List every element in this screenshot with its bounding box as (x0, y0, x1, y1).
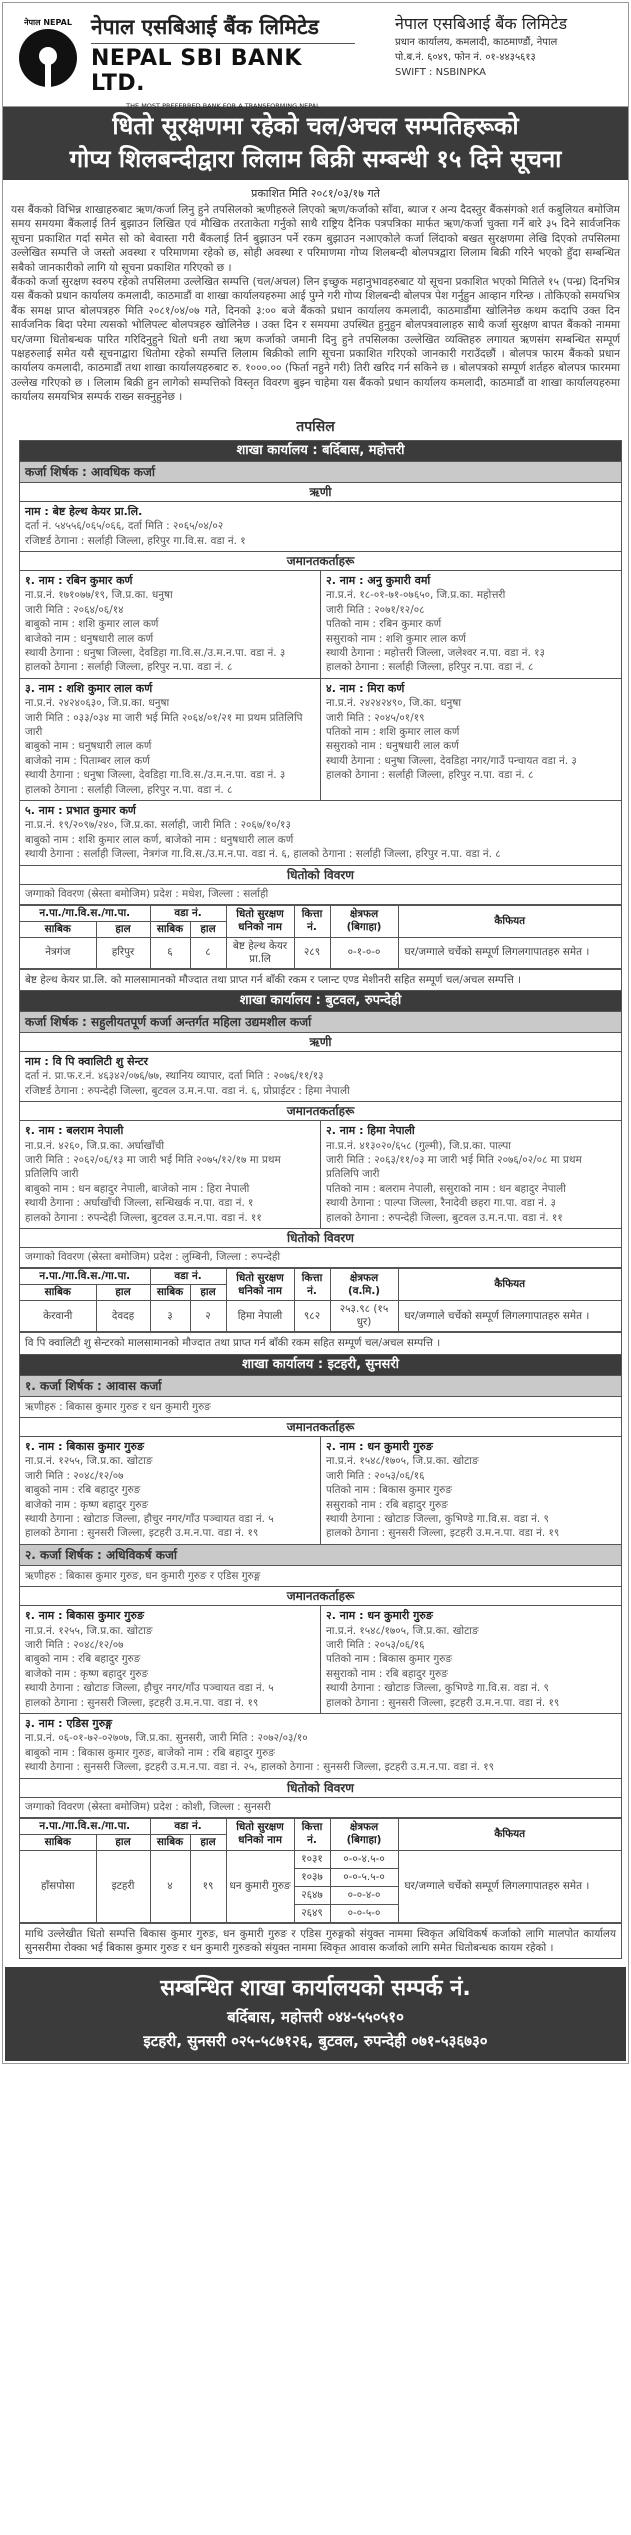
land-description: जग्गाको विवरण (स्रेस्ता बमोजिम) प्रदेश : लुम्बिनी, जिल्ला : रुपन्देही (20, 1248, 621, 1268)
bid-paragraph: बैंकको कर्जा सुरक्षण स्वरुप रहेको तपसिलमा उल्लेखित सम्पत्ति (चल/अचल) लिन इच्छुक महानुभावहरुबाट यो सूचना प्रकाशित भएको मितिले १५ (पन्ध्र) दिनभित्र यस बैंकको प्रधान कार्यालय कमलादी, काठमाडौं वा शाखा कार्यालयहरुमा आई पुग्ने गरी गोप्य शिलबन्दी बोलपत्र पेश गर्नुहुन आव्हान गरिन्छ । तोकिएको समयभित्र बैंक समक्ष प्राप्त बोलपत्रहरु मिति २०८१/०४/०७ गते, दिनको ३:०० बजे बैंकको प्रधान कार्यालय कमलादी, काठमाडौंमा खोलिनेछ कथम कदापि उक्त दिन सार्वजनिक बिदा परेमा त्यसको भोलिपल्ट बोलपत्रहरु खोलिनेछ । उक्त दिन र समयमा उपस्थित हुनुहुन बोलपत्रवालाहरु साथै कर्जा सुरक्षण बापत बैंकको नाममा घर/जग्गा धितोबन्धक पारित गरिदिनुहुने धितो धनी तथा ऋण कर्जाको जमानी दिनु हुने तपसिलका उल्लेखित व्यक्तिहरु लगायत ऋणसंग सम्बन्धित सम्पूर्ण पक्षहरुलाई समेत यसै सूचनाद्वारा धितोमा रहेको सम्पत्ति लिलाम बिक्रीको लागि सूचना प्रकाशित गरिएको जानकारी गराउँदछौं । बोलपत्र फारम बैंकको प्रधान कार्यालय कमलादी, काठमाडौं तथा शाखा कार्यालयहरुबाट रु. १०००.०० (फिर्ता नहुने गरी) तिरी खरिद गर्न सकिने छ । बोलपत्रको सम्पूर्ण शर्तहरु बोलपत्र फारममा उल्लेख गरिएको छ । लिलाम बिक्री हुन लागेको सम्पत्तिको विस्तृत विवरण बुझ्न चाहेमा यस बैंकको प्रधान कार्यालय कमलादी, काठमाडौं वा शाखा कार्यालयहरुमा कार्यालय समयभित्र सम्पर्क राख्न सक्नुहुनेछ । (11, 276, 620, 404)
header-area: क्षेत्रफल (बिगाहा) (330, 905, 398, 937)
borrowers-line: ऋणीहरु : बिकास कुमार गुरुङ, धन कुमारी गुरुङ र एडिस गुरुङ्ग (20, 1566, 621, 1587)
guarantor-detail: स्थायी ठेगाना : खोटाङ जिल्ला, हौचुर नगर/गाँउ पञ्चायत वडा नं. ५ (25, 1512, 274, 1525)
current-ward: २ (190, 1301, 226, 1332)
guarantor-detail: ना.प्र.नं. १८-०१-७१-०७६५०, जि.प्र.का. महोत्तरी (326, 589, 506, 602)
guarantor-row (20, 679, 621, 801)
guarantor-detail: ना.प्र.नं. १५४८/१७०५, जि.प्र.का. खोटाङ (326, 1624, 479, 1637)
guarantor-detail: ना.प्र.नं. १२५५, जि.प्र.का. खोटाङ (25, 1624, 153, 1637)
guarantor-detail: ना.प्र.नं. ०६-०१-७२-०२७०७, जि.प्र.का. सुनसरी, जारी मिति : २०७२/०३/१० (25, 1732, 308, 1745)
kitta-number: १०३१ (294, 1850, 330, 1868)
current-ward: १९ (190, 1850, 226, 1922)
guarantor-detail: जारी मिति : २०६३/११/०३ मा जारी भई मिति २०७६/०२/०८ मा प्रथम प्रतिलिपि जारी (326, 1154, 582, 1181)
bank-tagline: THE MOST PREFERRED BANK FOR A TRANSFORMING NEPAL (126, 102, 320, 110)
guarantor-name: ३. नाम : शशि कुमार लाल कर्ण (25, 681, 153, 695)
guarantors-heading: जमानतकर्ताहरू (20, 552, 621, 571)
header-current-mun: हाल (96, 1285, 150, 1301)
remark: घर/जग्गाले चर्चेको सम्पूर्ण लिगलगापातहरु समेत । (398, 1850, 621, 1922)
header-current-ward: हाल (190, 1834, 226, 1850)
borrower-block (20, 502, 621, 552)
header-former-ward: साबिक (150, 1285, 190, 1301)
guarantor-detail: जारी मिति : २०६२/०६/१३ मा जारी भई मिति २०७५/१२/१७ मा प्रथम प्रतिलिपि जारी (25, 1154, 281, 1181)
guarantor-detail: पतिको नाम : बलराम नेपाली, ससुराको नाम : धन बहादुर नेपाली (326, 1182, 566, 1195)
bank-name-nepali: नेपाल एसबिआई बैंक लिमिटेड (91, 13, 355, 44)
pobox-phone: पो.ब.नं. ६०४९, फोन नं. ०१-४४३५६१३ (395, 52, 536, 63)
header-current-ward: हाल (190, 921, 226, 937)
borrowers-line: ऋणीहरु : बिकास कुमार गुरुङ र धन कुमारी गुरुङ (20, 1397, 621, 1418)
collateral-heading: धितोको विवरण (20, 1779, 621, 1798)
header-kitta: कित्ता नं. (294, 1818, 330, 1850)
kitta-number: ९८२ (294, 1301, 330, 1332)
guarantor-card (20, 1121, 320, 1228)
header-former-ward: साबिक (150, 1834, 190, 1850)
address-bank-name: नेपाल एसबिआई बैंक लिमिटेड (395, 14, 568, 33)
former-ward: ६ (150, 937, 190, 968)
guarantor-detail: जारी मिति : २०५३/०६/१६ (326, 1638, 425, 1651)
guarantor-name: ३. नाम : एडिस गुरुङ्ग (25, 1717, 113, 1730)
collateral-row (20, 1301, 621, 1332)
guarantor-detail: बाजेको नाम : कृष्ण बहादुर गुरुङ (25, 1498, 149, 1511)
guarantor-detail: स्थायी ठेगाना : पाल्पा जिल्ला, रैनादेवी छहरा गा.पा. वडा नं. ३ (326, 1197, 556, 1210)
guarantor-card (20, 801, 621, 866)
guarantor-detail: जारी मिति : ०३३/०३४ मा जारी भई मिति २०६४/०१/२१ मा प्रथम प्रतिलिपि जारी (25, 711, 303, 738)
land-description: जग्गाको विवरण (स्रेस्ता बमोजिम) प्रदेश : कोशी, जिल्ला : सुनसरी (20, 1798, 621, 1818)
guarantor-card (320, 679, 621, 800)
borrower-detail: दर्ता नं. प्रा.फ.र.नं. ४६३४२/०७६/७७, स्थानिय व्यापार, दर्ता मिति : २०७६/११/१३ (25, 1070, 324, 1083)
guarantor-detail: हालको ठेगाना : रुपन्देही जिल्ला, बुटवल उ.म.न.पा. वडा नं. ११ (326, 1211, 563, 1224)
published-date: प्रकाशित मिति २०८१/०३/१७ गते (251, 187, 380, 200)
guarantor-detail: जारी मिति : २०६४/०६/१४ (25, 603, 124, 616)
bank-address (355, 13, 620, 106)
owner-name: हिमा नेपाली (226, 1301, 294, 1332)
guarantor-detail: पतिको नाम : शशि कुमार लाल कर्ण (326, 725, 460, 738)
guarantor-detail: स्थायी ठेगाना : सर्लाही जिल्ला, नेत्रगंज गा.वि.स./उ.म.न.पा. वडा नं. ६, हालको ठेगाना : सर्लाही जिल्ला, हरिपुर न.पा. वडा नं. ८ (25, 848, 501, 861)
guarantor-row (20, 1121, 621, 1229)
branch-header: शाखा कार्यालय : बुटवल, रुपन्देही (20, 991, 621, 1012)
guarantor-detail: हालको ठेगाना : सर्लाही जिल्ला, हरिपुर न.पा. वडा नं. ८ (326, 661, 534, 674)
guarantor-name: २. नाम : अनु कुमारी वर्मा (326, 573, 431, 587)
guarantor-name: १. नाम : रबिन कुमार कर्ण (25, 573, 133, 587)
branch-header: शाखा कार्यालय : बर्दिबास, महोत्तरी (20, 441, 621, 462)
guarantor-detail: हालको ठेगाना : सुनसरी जिल्ला, इटहरी उ.म.न.पा. वडा नं. १९ (326, 1527, 560, 1540)
contact-box (5, 1967, 626, 2061)
guarantor-detail: ना.प्र.नं. ४१३०२०/६५८ (गुल्मी), जि.प्र.का. पाल्पा (326, 1139, 511, 1152)
loan-title: १. कर्जा शिर्षक : आवास कर्जा (20, 1376, 621, 1397)
guarantor-detail: जारी मिति : २०४५/०१/१९ (326, 711, 425, 724)
guarantor-detail: ससुराको नाम : रबि बहादुर गुरुङ (326, 1667, 448, 1680)
guarantor-name: २. नाम : धन कुमारी गुरुङ (326, 1609, 433, 1623)
header-municipality: न.पा./गा.वि.स./गा.पा. (20, 905, 150, 921)
guarantors-heading: जमानतकर्ताहरू (20, 1102, 621, 1121)
guarantor-detail: स्थायी ठेगाना : अर्घाखाँची जिल्ला, सन्धिखर्क न.पा. वडा नं. १ (25, 1197, 254, 1210)
guarantor-detail: स्थायी ठेगाना : खोटाङ जिल्ला, कुभिण्डे गा.वि.स. वडा नं. ९ (326, 1512, 549, 1525)
contact-heading: सम्बन्धित शाखा कार्यालयको सम्पर्क नं. (160, 1976, 471, 2002)
guarantor-detail: ना.प्र.नं. २४२४२४९०, जि.का. धनुषा (326, 697, 462, 710)
header-kitta: कित्ता नं. (294, 1269, 330, 1301)
collateral-note: वि पि क्वालिटी शु सेन्टरको मालसामानको मौज्दात तथा प्राप्त गर्न बाँकी रकम सहित सम्पूर्ण चल/अचल सम्पत्ति । (20, 1332, 621, 1354)
guarantor-detail: बाबुको नाम : बिकास कुमार गुरुङ, बाजेको नाम : रबि बहादुर गुरुङ (25, 1746, 275, 1759)
sbi-logo-icon (11, 17, 85, 91)
header-owner: धितो सुरक्षण धनिको नाम (226, 1818, 294, 1850)
owner-name: बेष्ट हेल्थ केयर प्रा.लि (226, 937, 294, 968)
guarantor-detail: ससुराको नाम : शशि कुमार लाल कर्ण (326, 632, 466, 645)
collateral-table (20, 1268, 621, 1332)
guarantor-detail: बाबुको नाम : धनुषधारी लाल कर्ण (25, 740, 152, 753)
guarantor-card (20, 1714, 621, 1779)
guarantor-detail: बाबुको नाम : शशि कुमार लाल कर्ण, बाजेको नाम : धनुषधारी लाल कर्ण (25, 833, 294, 846)
guarantor-row (20, 1437, 621, 1545)
guarantor-detail: जारी मिति : २०४८/१२/०७ (25, 1469, 124, 1482)
kitta-number: २६४७ (294, 1886, 330, 1904)
header-owner: धितो सुरक्षण धनिको नाम (226, 1269, 294, 1301)
branch-header: शाखा कार्यालय : इटहरी, सुनसरी (20, 1355, 621, 1376)
contact-line-1: बर्दिबास, महोत्तरी ०४४-५५०५१० (227, 2008, 404, 2027)
guarantor-detail: जारी मिति : २०४८/१२/०७ (25, 1638, 124, 1651)
guarantor-detail: हालको ठेगाना : रुपन्देही जिल्ला, बुटवल उ.म.न.पा. वडा नं. ११ (25, 1211, 262, 1224)
guarantor-detail: बाबुको नाम : शशि कुमार लाल कर्ण (25, 618, 159, 631)
guarantor-card (320, 1606, 621, 1713)
guarantor-detail: स्थायी ठेगाना : खोटाङ जिल्ला, कुभिण्डे गा.वि.स. वडा नं. ९ (326, 1682, 549, 1695)
schedule-table (19, 440, 622, 1960)
guarantor-detail: बाजेको नाम : पिताम्बर लाल कर्ण (25, 754, 150, 767)
former-municipality: हाँसपोसा (20, 1850, 96, 1922)
borrower-detail: दर्ता नं. ५४५५६/०६५/०६६, दर्ता मिति : २०६५/०४/०२ (25, 520, 224, 533)
header-ward: वडा नं. (150, 905, 226, 921)
guarantor-detail: ना.प्र.नं. १७१०७७/१९, जि.प्र.का. धनुषा (25, 589, 173, 602)
guarantor-card (320, 1437, 621, 1544)
area: ०-०-५.५-० (330, 1868, 398, 1886)
former-municipality: नेत्रगंज (20, 937, 96, 968)
header-current-mun: हाल (96, 921, 150, 937)
guarantor-row (20, 571, 621, 679)
owner-name: धन कुमारी गुरुङ (226, 1850, 294, 1922)
header-area: क्षेत्रफल (व.मि.) (330, 1269, 398, 1301)
header-kitta: कित्ता नं. (294, 905, 330, 937)
guarantor-detail: बाबुको नाम : धन बहादुर नेपाली, बाजेको नाम : हिरा नेपाली (25, 1182, 250, 1195)
guarantor-detail: हालको ठेगाना : सर्लाही जिल्ला, हरिपुर न.पा. वडा नं. ८ (25, 661, 233, 674)
collateral-table (20, 1818, 621, 1923)
guarantor-detail: बाजेको नाम : धनुषधारी लाल कर्ण (25, 632, 154, 645)
guarantor-card (320, 1121, 621, 1228)
guarantor-detail: स्थायी ठेगाना : खोटाङ जिल्ला, हौचुर नगर/गाँउ पञ्चायत वडा नं. ५ (25, 1682, 274, 1695)
guarantor-detail: स्थायी ठेगाना : धनुषा जिल्ला, देवडिहा नगर/गाउँ पन्चायत वडा नं. ३ (326, 754, 577, 767)
guarantor-detail: हालको ठेगाना : सर्लाही जिल्ला, हरिपुर न.पा. वडा नं. ८ (326, 769, 534, 782)
guarantor-detail: ना.प्र.नं. ४२६०, जि.प्र.का. अर्घाखाँची (25, 1139, 165, 1152)
header-remark: कैफियत (398, 1818, 621, 1850)
notice-title (3, 107, 628, 180)
header-current-ward: हाल (190, 1285, 226, 1301)
kitta-number: २६४९ (294, 1904, 330, 1922)
remark: घर/जग्गाले चर्चेको सम्पूर्ण लिगलगापातहरु समेत । (398, 1301, 621, 1332)
borrower-name: नाम : वि पि क्वालिटी शु सेन्टर (25, 1055, 149, 1069)
guarantor-detail: बाजेको नाम : कृष्ण बहादुर गुरुङ (25, 1667, 149, 1680)
header-ward: वडा नं. (150, 1269, 226, 1285)
guarantor-name: २. नाम : हिमा नेपाली (326, 1124, 415, 1138)
guarantor-name: ५. नाम : प्रभात कुमार कर्ण (25, 804, 136, 817)
collateral-row (20, 1850, 621, 1868)
guarantor-detail: ससुराको नाम : धनुषधारी लाल कर्ण (326, 740, 459, 753)
guarantor-card (20, 1606, 320, 1713)
header-current-mun: हाल (96, 1834, 150, 1850)
notice-page (2, 2, 629, 2064)
header-remark: कैफियत (398, 1269, 621, 1301)
guarantor-name: १. नाम : बलराम नेपाली (25, 1124, 124, 1138)
bank-header (3, 3, 628, 110)
loan-title: कर्जा शिर्षक : सहुलीयतपूर्ण कर्जा अन्तर्गत महिला उद्यमशील कर्जा (20, 1012, 621, 1033)
borrower-block (20, 1052, 621, 1102)
logo-text: नेपाल NEPAL (24, 18, 72, 27)
former-ward: ३ (150, 1301, 190, 1332)
header-former-ward: साबिक (150, 921, 190, 937)
bank-brand (85, 13, 355, 110)
guarantor-detail: ना.प्र.नं. १५४८/१७०५, जि.प्र.का. खोटाङ (326, 1455, 479, 1468)
guarantor-detail: ससुराको नाम : रबि बहादुर गुरुङ (326, 1498, 448, 1511)
guarantor-detail: स्थायी ठेगाना : महोत्तरी जिल्ला, जलेश्वर न.पा. वडा नं. १३ (326, 646, 545, 659)
guarantor-detail: स्थायी ठेगाना : धनुषा जिल्ला, देवडिहा गा.वि.स./उ.म.न.पा. वडा नं. ३ (25, 769, 286, 782)
schedule-heading: तपसिल (296, 418, 335, 435)
guarantor-detail: जारी मिति : २०७१/१२/०८ (326, 603, 425, 616)
borrower-name: नाम : बेष्ट हेल्थ केयर प्रा.लि. (25, 504, 143, 518)
guarantor-name: २. नाम : धन कुमारी गुरुङ (326, 1439, 433, 1453)
borrower-detail: रजिष्टर्ड ठेगाना : सर्लाही जिल्ला, हरिपुर गा.वि.स. वडा नं. १ (25, 534, 246, 547)
current-municipality: देवदह (96, 1301, 150, 1332)
guarantor-detail: हालको ठेगाना : सुनसरी जिल्ला, इटहरी उ.म.न.पा. वडा नं. १९ (25, 1696, 259, 1709)
header-former-mun: साबिक (20, 1285, 96, 1301)
area: ०-१-०-० (330, 937, 398, 968)
borrower-heading: ऋणी (20, 1033, 621, 1052)
header-municipality: न.पा./गा.वि.स./गा.पा. (20, 1269, 150, 1285)
guarantor-name: ४. नाम : मिरा कर्ण (326, 681, 405, 695)
area: ०-०-५-० (330, 1904, 398, 1922)
guarantors-heading: जमानतकर्ताहरू (20, 1418, 621, 1437)
guarantor-detail: बाबुको नाम : रबि बहादुर गुरुङ (25, 1484, 141, 1497)
guarantor-card (20, 679, 320, 800)
header-owner: धितो सुरक्षण धनिको नाम (226, 905, 294, 937)
header-remark: कैफियत (398, 905, 621, 937)
area: ०-०-४.५-० (330, 1850, 398, 1868)
current-municipality: इटहरी (96, 1850, 150, 1922)
guarantor-name: १. नाम : बिकास कुमार गुरुङ (25, 1609, 144, 1623)
guarantor-detail: पतिको नाम : रबिन कुमार कर्ण (326, 618, 442, 631)
remark: घर/जग्गाले चर्चेको सम्पूर्ण लिगलगापातहरु समेत । (398, 937, 621, 968)
current-ward: ८ (190, 937, 226, 968)
kitta-number: २८९ (294, 937, 330, 968)
guarantor-detail: ना.प्र.नं. १९/२०९७/२४०, जि.प्र.का. सर्लाही, जारी मिति : २०६७/१०/१३ (25, 819, 291, 832)
guarantor-card (20, 571, 320, 678)
title-line-2: गोप्य शिलबन्दीद्वारा लिलाम बिक्री सम्बन्धी १५ दिने सूचना (69, 145, 562, 173)
guarantor-detail: ना.प्र.नं. १२५५, जि.प्र.का. खोटाङ (25, 1455, 153, 1468)
guarantors-heading: जमानतकर्ताहरू (20, 1587, 621, 1606)
guarantor-detail: हालको ठेगाना : सुनसरी जिल्ला, इटहरी उ.म.न.पा. वडा नं. १९ (326, 1696, 560, 1709)
header-former-mun: साबिक (20, 921, 96, 937)
collateral-heading: धितोको विवरण (20, 1229, 621, 1248)
header-ward: वडा नं. (150, 1818, 226, 1834)
loan-title: कर्जा शिर्षक : आवधिक कर्जा (20, 462, 621, 483)
guarantor-detail: जारी मिति : २०५३/०६/१६ (326, 1469, 425, 1482)
guarantor-detail: पतिको नाम : बिकास कुमार गुरुङ (326, 1653, 453, 1666)
area: ०-०-४-० (330, 1886, 398, 1904)
head-office: प्रधान कार्यालय, कमलादी, काठमाण्डौं, नेपाल (395, 37, 558, 48)
land-description: जग्गाको विवरण (स्रेस्ता बमोजिम) प्रदेश : मधेश, जिल्ला : सर्लाही (20, 885, 621, 905)
header-area: क्षेत्रफल (बिगाहा) (330, 1818, 398, 1850)
collateral-note: बेष्ट हेल्थ केयर प्रा.लि. को मालसामानको मौज्दात तथा प्राप्त गर्न बाँकी रकम र प्लान्ट एण्ड मेशीनरी सहित सम्पूर्ण चल/अचल सम्पत्ति । (20, 969, 621, 991)
guarantor-row (20, 1606, 621, 1714)
header-former-mun: साबिक (20, 1834, 96, 1850)
contact-line-2: इटहरी, सुनसरी ०२५-५८७१२६, बुटवल, रुपन्देही ०७१-५३६७३० (143, 2032, 488, 2051)
collateral-row (20, 937, 621, 968)
loan-title: २. कर्जा शिर्षक : अधिविकर्ष कर्जा (20, 1545, 621, 1566)
bank-name-english: NEPAL SBI BANK LTD. (91, 46, 302, 96)
guarantor-detail: हालको ठेगाना : सुनसरी जिल्ला, इटहरी उ.म.न.पा. वडा नं. १९ (25, 1527, 259, 1540)
guarantor-detail: हालको ठेगाना : सर्लाही जिल्ला, हरिपुर न.पा. वडा नं. ८ (25, 783, 233, 796)
borrower-detail: रजिष्टर्ड ठेगाना : रुपन्देही जिल्ला, बुटवल उ.म.न.पा. वडा नं. ६, प्रोप्राईटर : हिमा नेपाली (25, 1084, 350, 1097)
current-municipality: हरिपुर (96, 937, 150, 968)
guarantor-detail: स्थायी ठेगाना : धनुषा जिल्ला, देवडिहा गा.वि.स./उ.म.न.पा. वडा नं. ३ (25, 646, 286, 659)
guarantor-detail: ना.प्र.नं. २४२४०६३०, जि.प्र.का. धनुषा (25, 697, 170, 710)
swift-code: SWIFT : NSBINPKA (395, 67, 486, 78)
borrower-heading: ऋणी (20, 483, 621, 502)
guarantor-detail: बाबुको नाम : रबि बहादुर गुरुङ (25, 1653, 141, 1666)
title-line-1: धितो सूरक्षणमा रहेको चल/अचल सम्पतिहरूको (112, 112, 519, 140)
guarantor-detail: स्थायी ठेगाना : सुनसरी जिल्ला, इटहरी उ.म.न.पा. वडा नं. २५, हालको ठेगाना : सुनसरी जिल्ला, इटहरी उ.म.न.पा. वडा नं. १९ (25, 1761, 495, 1774)
collateral-table (20, 905, 621, 969)
former-municipality: केरवानी (20, 1301, 96, 1332)
collateral-heading: धितोको विवरण (20, 866, 621, 885)
header-municipality: न.पा./गा.वि.स./गा.पा. (20, 1818, 150, 1834)
collateral-note: माथि उल्लेखीत धितो सम्पत्ति बिकास कुमार गुरुङ, धन कुमारी गुरुङ र एडिस गुरुङ्गको संयुक्त नाममा स्विकृत अधिविकर्ष कर्जाको लागि मालपोत कार्यालय सुनसरीमा रोक्का भई बिकास कुमार गुरुङ र धन कुमारी गुरुङको संयुक्त नाममा स्विकृत आवास कर्जाको लागि समेत धितोबन्धक कायम रहेको । (20, 1923, 621, 1959)
intro-paragraph: यस बैंकको विभिन्न शाखाहरुबाट ऋण/कर्जा लिनु हुने तपसिलको ऋणीहरुले लिएको ऋण/कर्जाको साँवा, ब्याज र अन्य दैदस्तुर बैंकसंगको शर्त कबुलियत बमोजिम समय समयमा बैंकलाई तिर्न बुझाउन लिखित एवं मौखिक तरताकेता गर्नुको साथै राष्ट्रिय दैनिक पत्रपत्रिका मार्फत ऋण/कर्जा चुक्ता गर्ने बारे ३५ दिने सार्वजनिक सूचना प्रकाशित गर्दा समेत सो को बेवास्ता गरी बैंकलाई तिर्न बुझाउन पर्ने रकम बुझाउन नआएकोले कर्जा लिंदाको बखत सुरक्षणमा लेखि दिएको तपसिलमा उल्लेखित सम्पत्ति जे जस्तो अवस्था र परिमाणमा रहेको छ, सोही अवस्था र परिमाणमा गोप्य शिलबन्दी बोलपत्रद्वारा लिलाम बिक्री गरिने भएको हुँदा सम्बन्धित सबैको जानकारीको लागि यो सूचना प्रकाशित गरिएको छ । (11, 204, 620, 274)
guarantor-detail: पतिको नाम : बिकास कुमार गुरुङ (326, 1484, 453, 1497)
kitta-number: १०३७ (294, 1868, 330, 1886)
former-ward: ४ (150, 1850, 190, 1922)
guarantor-name: १. नाम : बिकास कुमार गुरुङ (25, 1439, 144, 1453)
area: २५३.९८ (१५ धुर) (330, 1301, 398, 1332)
guarantor-card (320, 571, 621, 678)
guarantor-card (20, 1437, 320, 1544)
